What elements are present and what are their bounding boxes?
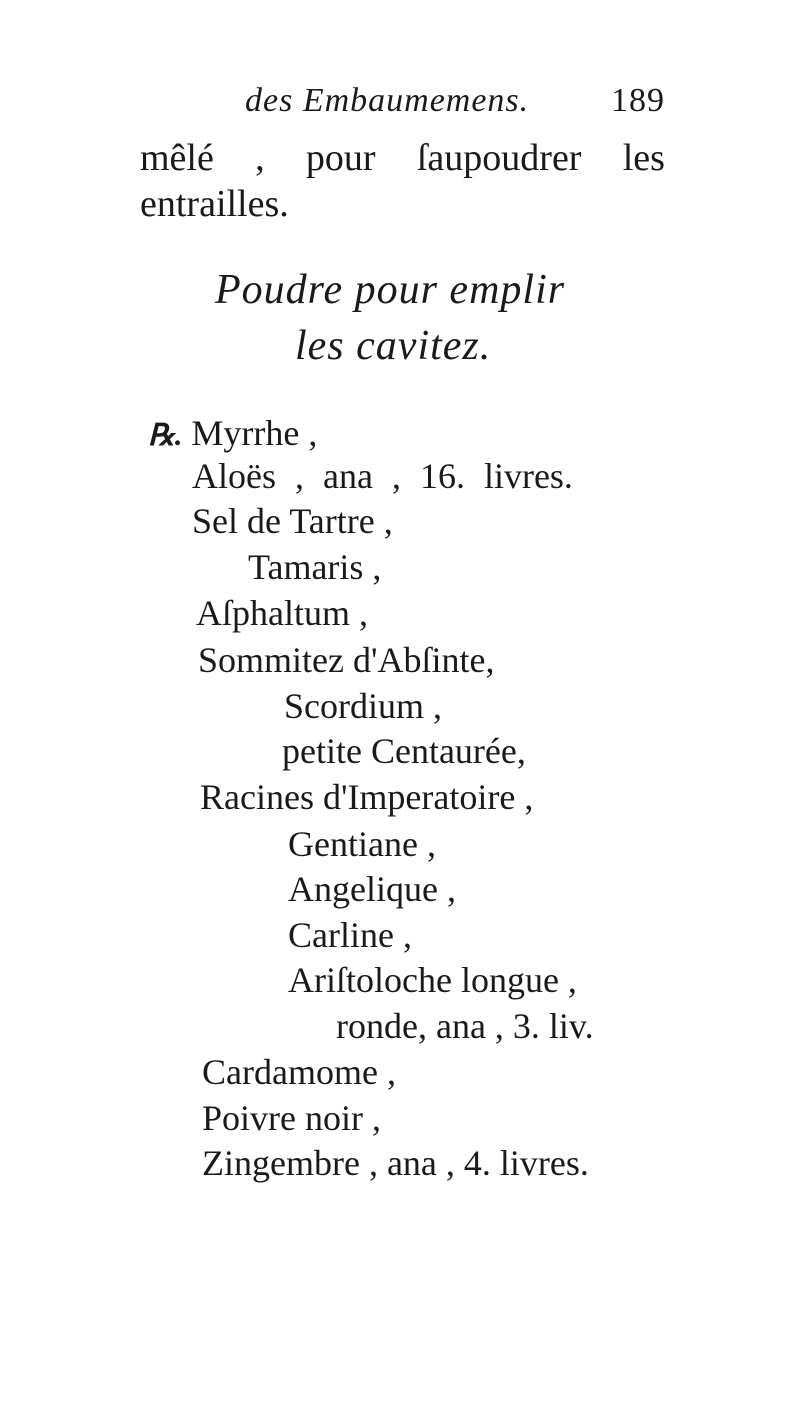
word: , [255,137,265,179]
body-text-line-2: entrailles. [140,183,289,225]
word: pour [305,137,376,179]
recipe-line-3: Tamaris , [248,547,382,587]
recipe-line-13: ronde, ana , 3. liv. [336,1006,594,1046]
recipe-line-0 [148,412,317,457]
word: mêlé [140,137,214,179]
recipe-line-15: Poivre noir , [202,1098,381,1138]
section-heading-line-1: Poudre pour emplir [215,267,566,313]
recipe-line-12: Ariſtoloche longue , [288,960,577,1000]
recipe-line-10: Angelique , [288,869,456,909]
recipe-line-4: Aſphaltum , [196,593,368,633]
recipe-line-text: Myrrhe , [191,413,318,453]
recipe-line-6: Scordium , [284,686,442,726]
recipe-line-7: petite Centaurée, [282,731,526,771]
running-title: des Embaumemens. [245,82,530,119]
recipe-line-2: Sel de Tartre , [192,501,393,541]
rx-symbol: ℞. [148,419,183,452]
recipe-line-8: Racines d'Imperatoire , [200,777,534,817]
word: ſaupoudrer [416,137,582,179]
recipe-line-1: Aloës , ana , 16. livres. [192,456,573,496]
section-heading-line-2: les cavitez. [295,323,492,369]
recipe-line-5: Sommitez d'Abſinte, [198,640,495,680]
recipe-line-16: Zingembre , ana , 4. livres. [202,1143,589,1183]
recipe-line-14: Cardamome , [202,1052,396,1092]
body-text-line-1 [140,134,665,182]
page-number: 189 [611,82,665,119]
recipe-line-11: Carline , [288,915,412,955]
running-head [140,82,665,126]
word: les [622,137,665,179]
recipe-line-9: Gentiane , [288,824,436,864]
